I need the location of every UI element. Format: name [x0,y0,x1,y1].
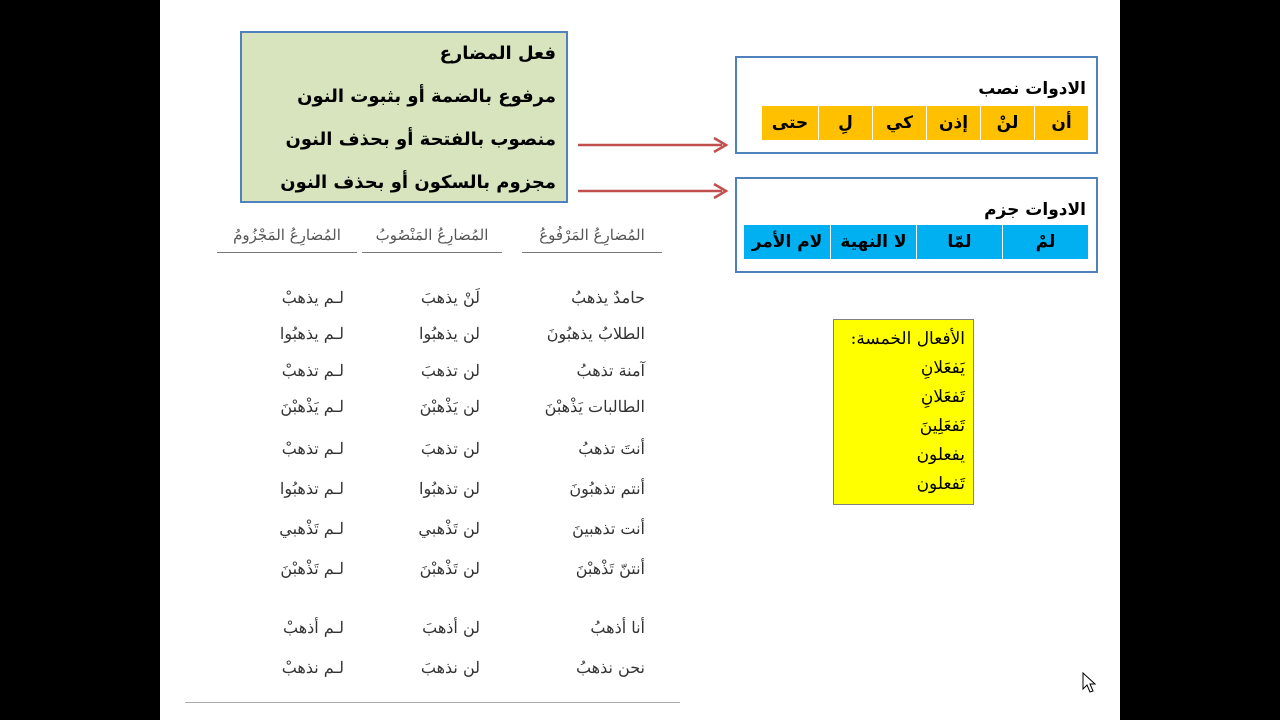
majzum-cell: لـم نذهبْ [281,658,344,677]
col-mansub [362,220,502,253]
mansub-cell: لن تذهبُوا [419,479,480,498]
five-verbs-title: الأفعال الخمسة: [850,329,965,349]
mansub-cell: لَنْ يذهبَ [420,288,480,307]
col-marfu [522,220,662,253]
arrow-to-jazm [576,180,734,202]
marfu-cell: أنت تذهبينَ [572,519,645,538]
mansub-cell: لن تَذْهبي [418,519,480,538]
nasb-tool-an: أن [1034,106,1088,140]
jazm-tools-box [735,177,1098,273]
mansub-cell: لن تَذْهبْنَ [419,559,480,578]
marfu-cell: أنتَ تذهبُ [578,439,645,458]
col-majzum [217,220,357,253]
marfu-cell: آمنة تذهبُ [576,361,645,380]
jazm-tool-lam-amr: لام الأمر [744,225,830,259]
page-bottom-rule [185,702,680,703]
majzum-cell: لـم تَذْهبي [279,519,344,538]
five-verbs-item: يَفعَلانِ [920,358,965,378]
marfu-cell: أنا أذهبُ [590,618,645,637]
marfu-cell: الطلابُ يذهبُونَ [546,324,645,343]
nasb-tool-lan: لنْ [980,106,1034,140]
nasb-tool-hatta: حتى [762,106,818,140]
majzum-cell: لـم تذهبُوا [279,479,344,498]
rules-title: فعل المضارع [439,43,556,64]
header-majzum: المُضارِعُ المَجْزُومُ [217,220,357,253]
nasb-tool-li: لِ [818,106,872,140]
five-verbs-item: يفعلون [916,445,965,465]
five-verbs-item: تَفعلون [916,474,965,494]
five-verbs-item: تَفعَلانِ [920,387,965,407]
arrow-to-nasb [576,134,734,156]
conjugation-table [185,220,680,710]
marfu-cell: أنتم تذهبُونَ [569,479,645,498]
mansub-cell: لن أذهبَ [422,618,480,637]
five-verbs-box [833,319,974,505]
majzum-cell: لـم تذهبْ [281,439,344,458]
marfu-cell: أنتنّ تَذْهبْنَ [575,559,645,578]
majzum-cell: لـم تَذْهبْنَ [280,559,344,578]
rules-line-marfu: مرفوع بالضمة أو بثبوت النون [297,86,556,107]
mansub-cell: لن تذهبَ [420,361,480,380]
majzum-cell: لـم أذهبْ [282,618,344,637]
jazm-tool-lam: لمْ [1002,225,1088,259]
mansub-cell: لن يذهبُوا [419,324,480,343]
majzum-cell: لـم يذهبْ [281,288,344,307]
nasb-tool-kay: كي [872,106,926,140]
header-marfu: المُضارِعُ المَرْفُوعُ [522,220,662,253]
header-mansub: المُضارِعُ المَنْصُوبُ [362,220,502,253]
jazm-tool-la-nahiya: لا النهية [830,225,916,259]
marfu-cell: الطالبات يَذْهبْنَ [544,397,645,416]
nasb-title: الادوات نصب [978,79,1086,99]
mansub-cell: لن يَذْهبْنَ [419,397,480,416]
nasb-tools-box [735,56,1098,154]
mouse-pointer-icon [1082,672,1096,694]
majzum-cell: لـم يَذْهبْنَ [280,397,344,416]
jazm-title: الادوات جزم [984,200,1086,220]
majzum-cell: لـم تذهبْ [281,361,344,380]
rules-line-majzum: مجزوم بالسكون أو بحذف النون [280,172,556,193]
marfu-cell: حامدٌ يذهبُ [571,288,645,307]
marfu-cell: نحن نذهبُ [575,658,645,677]
mansub-cell: لن تذهبَ [420,439,480,458]
five-verbs-item: تَفعَلِينَ [919,416,965,436]
nasb-tool-idhan: إذن [926,106,980,140]
mansub-cell: لن نذهبَ [420,658,480,677]
jazm-tool-lamma: لمّا [916,225,1002,259]
rules-box [240,31,568,203]
rules-line-mansub: منصوب بالفتحة أو بحذف النون [285,129,556,150]
majzum-cell: لـم يذهبُوا [279,324,344,343]
